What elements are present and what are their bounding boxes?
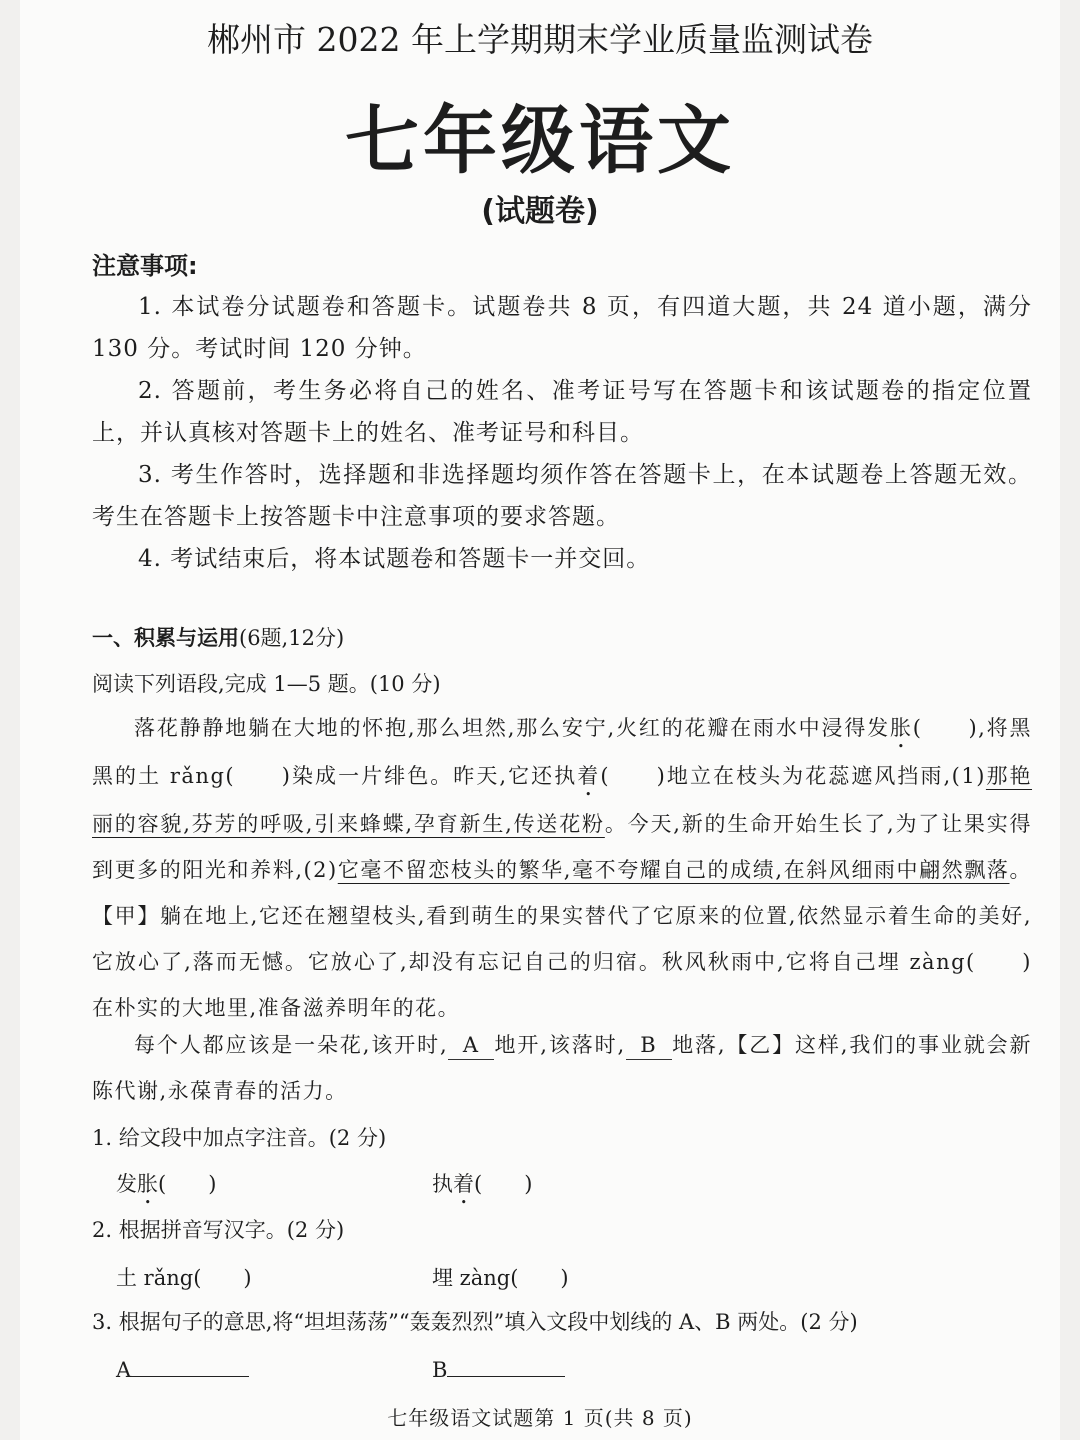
page-footer: 七年级语文试题第 1 页(共 8 页) — [387, 1406, 693, 1430]
notes-heading: 注意事项: — [92, 252, 198, 280]
item-text: 发 — [116, 1172, 137, 1196]
answer-line — [447, 1354, 565, 1377]
passage-text: ( ),将黑黑的土 rǎng( )染成一片绯色。昨天,它还执 — [92, 716, 1032, 788]
reading-instruction: 阅读下列语段,完成 1—5 题。(10 分) — [92, 672, 441, 696]
question-3-answer-a — [116, 1354, 249, 1382]
passage-text: 落花静静地躺在大地的怀抱,那么坦然,那么安宁,火红的花瓣在雨水中浸得发 — [134, 716, 890, 740]
underlined-sentence-2: 它毫不留恋枝头的繁华,毫不夸耀自己的成绩,在斜风细雨中翩然飘落 — [337, 858, 1010, 882]
blank-b: B — [626, 1031, 672, 1060]
reading-passage-paragraph-2 — [92, 1022, 1032, 1114]
answer-label: B — [432, 1358, 448, 1382]
item-text: 执 — [432, 1172, 453, 1196]
passage-text: 地开,该落时, — [494, 1033, 626, 1057]
question-2-item-a: 土 rǎng( ) — [116, 1266, 252, 1290]
answer-line — [131, 1354, 249, 1377]
passage-text: ( )地立在枝头为花蕊遮风挡雨,(1) — [600, 764, 986, 788]
exam-title: 郴州市 2022 年上学期期末学业质量监测试卷 — [207, 20, 873, 59]
question-1-item-a — [116, 1168, 216, 1209]
blank-a: A — [448, 1031, 494, 1060]
section-title: 一、积累与运用 — [92, 626, 239, 650]
answer-label: A — [116, 1358, 132, 1382]
note-item: 3. 考生作答时，选择题和非选择题均须作答在答题卡上，在本试题卷上答题无效。考生在答题卡上按答题卡中注意事项的要求答题。 — [92, 462, 1032, 530]
passage-text: 。【甲】躺在地上,它还在翘望枝头,看到萌生的果实替代了它原来的位置,依然显示着生命的美好,它放心了,落而无憾。它放心了,却没有忘记自己的归宿。秋风秋雨中,它将自己埋 zàng( )在朴实的大地里,准备滋养明年的花。 — [92, 858, 1033, 1020]
dotted-char: 着 — [453, 1172, 474, 1196]
passage-text: 每个人都应该是一朵花,该开时, — [134, 1033, 449, 1057]
dotted-char: 胀 — [889, 716, 913, 740]
answer-bracket: ( ) — [474, 1172, 533, 1196]
question-2-item-b: 埋 zàng( ) — [432, 1266, 569, 1290]
reading-passage-paragraph-1 — [92, 705, 1032, 1031]
underlined-sentence-1: 那艳丽的容貌,芬芳的呼吸,引来蜂蝶,孕育新生,传送花粉 — [92, 764, 1033, 836]
note-item: 2. 答题前，考生务必将自己的姓名、准考证号写在答题卡和该试题卷的指定位置上，并认真核对答题卡上的姓名、准考证号和科目。 — [92, 378, 1032, 446]
answer-bracket: ( ) — [158, 1172, 217, 1196]
subject-title: 七年级语文 — [345, 98, 735, 184]
paper-type-label: (试题卷) — [481, 194, 599, 229]
passage-text: 。今天,新的生命开始生长了,为了让果实得到更多的阳光和养料,(2) — [92, 812, 1032, 882]
note-item: 4. 考试结束后，将本试题卷和答题卡一并交回。 — [138, 546, 651, 572]
question-1-item-b — [432, 1168, 532, 1209]
question-1: 1. 给文段中加点字注音。(2 分) — [92, 1126, 387, 1150]
section-meta: (6题,12分) — [239, 626, 345, 650]
section-heading — [92, 622, 1032, 652]
dotted-char: 着 — [577, 764, 601, 788]
question-3: 3. 根据句子的意思,将“坦坦荡荡”“轰轰烈烈”填入文段中划线的 A、B 两处。(2 分) — [92, 1310, 858, 1334]
question-2: 2. 根据拼音写汉字。(2 分) — [92, 1218, 345, 1242]
exam-page — [20, 0, 1060, 1440]
passage-text: 地落,【乙】这样,我们的事业就会新陈代谢,永葆青春的活力。 — [92, 1033, 1032, 1103]
dotted-char: 胀 — [137, 1172, 158, 1196]
note-item: 1. 本试卷分试题卷和答题卡。试题卷共 8 页，有四道大题，共 24 道小题，满分 130 分。考试时间 120 分钟。 — [92, 294, 1032, 362]
question-3-answer-b — [432, 1354, 565, 1382]
